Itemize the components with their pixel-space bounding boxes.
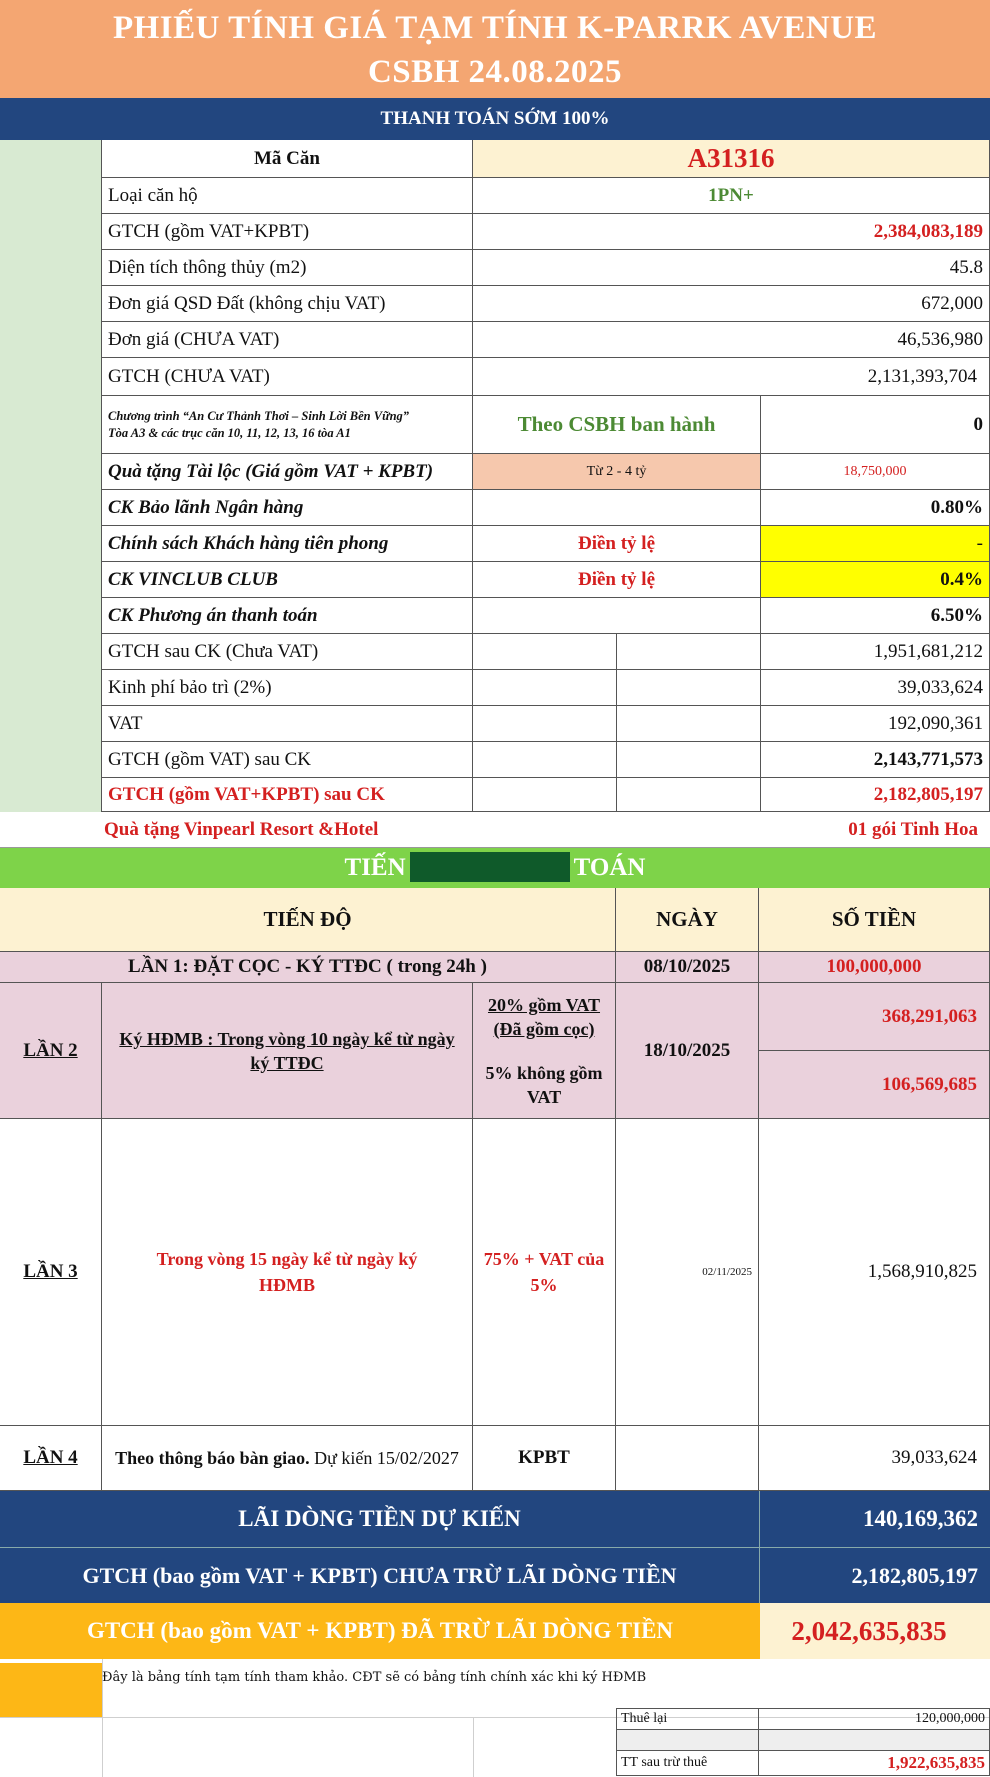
after-interest-label: GTCH (bao gồm VAT + KPBT) ĐÃ TRỪ LÃI DÒNG TIỀN: [86, 1618, 674, 1643]
after-interest-row: [0, 1603, 990, 1659]
lan3-pct: 75% + VAT của 5%: [473, 1119, 616, 1426]
info-row: [102, 250, 990, 286]
blank-cell: [616, 1729, 759, 1751]
after-row: [102, 706, 990, 742]
lan1-label: LẦN 1: ĐẶT CỌC - KÝ TTĐC ( trong 24h ): [0, 952, 616, 983]
empty-cell: [473, 742, 617, 777]
lan4-desc: [102, 1426, 473, 1491]
title-line-2: CSBH 24.08.2025: [367, 54, 623, 90]
lan3-amount: 1,568,910,825: [759, 1119, 990, 1426]
payment-mode-banner: THANH TOÁN SỚM 100%: [0, 98, 990, 140]
gift-tailoc-value: 18,750,000: [761, 454, 990, 489]
lan3-date: 02/11/2025: [616, 1119, 759, 1426]
note-marker: [0, 1663, 102, 1717]
row-label: Đơn giá QSD Đất (không chịu VAT): [102, 286, 473, 321]
program-line-2: Tòa A3 & các trục căn 10, 11, 12, 13, 16 tòa A1: [108, 425, 351, 440]
info-row: [102, 214, 990, 250]
header-date: NGÀY: [616, 888, 759, 952]
program-label: [102, 396, 473, 453]
empty-cell: [617, 742, 761, 777]
program-mid: Theo CSBH ban hành: [473, 396, 761, 453]
after-value: 39,033,624: [761, 670, 990, 705]
info-row: [102, 286, 990, 322]
left-margin-column: [0, 140, 102, 812]
interest-value: 140,169,362: [863, 1506, 978, 1531]
header-progress: TIẾN ĐỘ: [0, 888, 616, 952]
program-row: [102, 396, 990, 454]
info-row: [102, 322, 990, 358]
row-value: 672,000: [473, 286, 990, 321]
before-interest-row: [0, 1547, 990, 1603]
pioneer-label: Chính sách Khách hàng tiên phong: [102, 526, 473, 561]
after-label: GTCH (gồm VAT) sau CK: [102, 742, 473, 777]
row-value: 1PN+: [473, 178, 990, 213]
after-value: 2,182,805,197: [761, 778, 990, 811]
program-value: 0: [761, 396, 990, 453]
empty-cell: [473, 670, 617, 705]
ck-payment-row: [102, 598, 990, 634]
unit-code-value: A31316: [473, 140, 990, 177]
row-value: 45.8: [473, 250, 990, 285]
pioneer-mid: Điền tỷ lệ: [473, 526, 761, 561]
vinpearl-gift-row: [0, 812, 990, 848]
lan4-date: [616, 1426, 759, 1491]
info-row: [102, 178, 990, 214]
after-row: [102, 634, 990, 670]
lan4-amount: 39,033,624: [759, 1426, 990, 1491]
redacted-block: [410, 852, 570, 882]
title-line-1: PHIẾU TÍNH GIÁ TẠM TÍNH K-PARRK AVENUE: [112, 10, 878, 46]
lan4-desc-rest: Dự kiến 15/02/2027: [309, 1448, 459, 1468]
lan2-pct1: 20% gồm VAT (Đã gồm cọc): [473, 983, 616, 1051]
row-value: 46,536,980: [473, 322, 990, 357]
row-label: Đơn giá (CHƯA VAT): [102, 322, 473, 357]
unit-code-row: [102, 140, 990, 178]
vinclub-row: [102, 562, 990, 598]
empty-cell: [617, 670, 761, 705]
grid-line: [473, 1717, 474, 1777]
row-label: Diện tích thông thủy (m2): [102, 250, 473, 285]
after-label: GTCH sau CK (Chưa VAT): [102, 634, 473, 669]
net-label: TT sau trừ thuê: [616, 1750, 759, 1776]
lan2-amount1: 368,291,063: [759, 983, 990, 1051]
after-row: [102, 742, 990, 778]
empty-cell: [617, 778, 761, 811]
interest-row: [0, 1491, 990, 1547]
rent-value: 120,000,000: [758, 1708, 990, 1730]
after-label: VAT: [102, 706, 473, 741]
progress-title-left: TIẾN: [344, 854, 406, 881]
after-value: 1,951,681,212: [761, 634, 990, 669]
after-row: [102, 670, 990, 706]
row-value: 2,131,393,704: [473, 358, 990, 395]
ck-bank-row: [102, 490, 990, 526]
ck-payment-value: 6.50%: [761, 598, 990, 633]
empty-cell: [473, 634, 617, 669]
sheet-title: [0, 0, 990, 98]
after-interest-value: 2,042,635,835: [760, 1603, 990, 1659]
program-line-1: Chương trình “An Cư Thảnh Thơi – Sinh Lời Bền Vững”: [108, 408, 410, 423]
before-interest-label: GTCH (bao gồm VAT + KPBT) CHƯA TRỪ LÃI DÒNG TIỀN: [0, 1548, 760, 1603]
after-value: 192,090,361: [761, 706, 990, 741]
lan4-pct: KPBT: [473, 1426, 616, 1491]
lan3-desc: Trong vòng 15 ngày kể từ ngày ký HĐMB: [102, 1119, 473, 1426]
gift-tailoc-range: Từ 2 - 4 tỷ: [473, 454, 761, 489]
lan2-pct2: 5% không gồm VAT: [473, 1051, 616, 1119]
row-label: GTCH (gồm VAT+KPBT): [102, 214, 473, 249]
lan2-desc: Ký HĐMB : Trong vòng 10 ngày kể từ ngày ký TTĐC: [102, 983, 473, 1119]
row-label: GTCH (CHƯA VAT): [102, 358, 473, 395]
lan3-label: LẦN 3: [0, 1119, 102, 1426]
vinclub-label: CK VINCLUB CLUB: [102, 562, 473, 597]
vinclub-mid: Điền tỷ lệ: [473, 562, 761, 597]
lan2-label: LẦN 2: [0, 983, 102, 1119]
row-label: Loại căn hộ: [102, 178, 473, 213]
interest-label: LÃI DÒNG TIỀN DỰ KIẾN: [0, 1491, 760, 1547]
lan4-desc-bold: Theo thông báo bàn giao.: [115, 1448, 310, 1468]
empty-cell: [617, 634, 761, 669]
after-label: GTCH (gồm VAT+KPBT) sau CK: [102, 778, 473, 811]
net-value: 1,922,635,835: [758, 1750, 990, 1776]
lan1-date: 08/10/2025: [616, 952, 759, 983]
progress-title-right: TOÁN: [573, 854, 646, 881]
lan2-amount2: 106,569,685: [759, 1051, 990, 1119]
after-value: 2,143,771,573: [761, 742, 990, 777]
disclaimer-note: Đây là bảng tính tạm tính tham khảo. CĐT sẽ có bảng tính chính xác khi ký HĐMB: [102, 1670, 647, 1685]
empty-cell: [617, 706, 761, 741]
lan2-date: 18/10/2025: [616, 983, 759, 1119]
row-value: 2,384,083,189: [473, 214, 990, 249]
unit-code-label: Mã Căn: [102, 140, 473, 177]
ck-bank-label: CK Bảo lãnh Ngân hàng: [102, 490, 473, 525]
before-interest-value: 2,182,805,197: [851, 1562, 978, 1588]
ck-payment-label: CK Phương án thanh toán: [102, 598, 473, 633]
empty-cell: [473, 706, 617, 741]
vinpearl-gift-value: 01 gói Tinh Hoa: [848, 819, 978, 840]
lan4-label: LẦN 4: [0, 1426, 102, 1491]
ck-payment-mid: [473, 598, 761, 633]
lan1-amount: 100,000,000: [759, 952, 990, 983]
vinpearl-gift-label: Quà tặng Vinpearl Resort &Hotel: [104, 819, 379, 840]
gift-tailoc-row: [102, 454, 990, 490]
info-row: [102, 358, 990, 396]
ck-bank-value: 0.80%: [761, 490, 990, 525]
rent-label: Thuê lại: [616, 1708, 759, 1730]
empty-cell: [473, 778, 617, 811]
vinclub-value-input[interactable]: 0.4%: [761, 562, 990, 597]
pioneer-value-input[interactable]: -: [761, 526, 990, 561]
after-label: Kinh phí bảo trì (2%): [102, 670, 473, 705]
pioneer-row: [102, 526, 990, 562]
header-amount: SỐ TIỀN: [759, 888, 990, 952]
after-row-total: [102, 778, 990, 812]
blank-cell: [758, 1729, 990, 1751]
payment-progress-banner: [0, 848, 990, 888]
gift-tailoc-label: Quà tặng Tài lộc (Giá gồm VAT + KPBT): [102, 454, 473, 489]
ck-bank-mid: [473, 490, 761, 525]
